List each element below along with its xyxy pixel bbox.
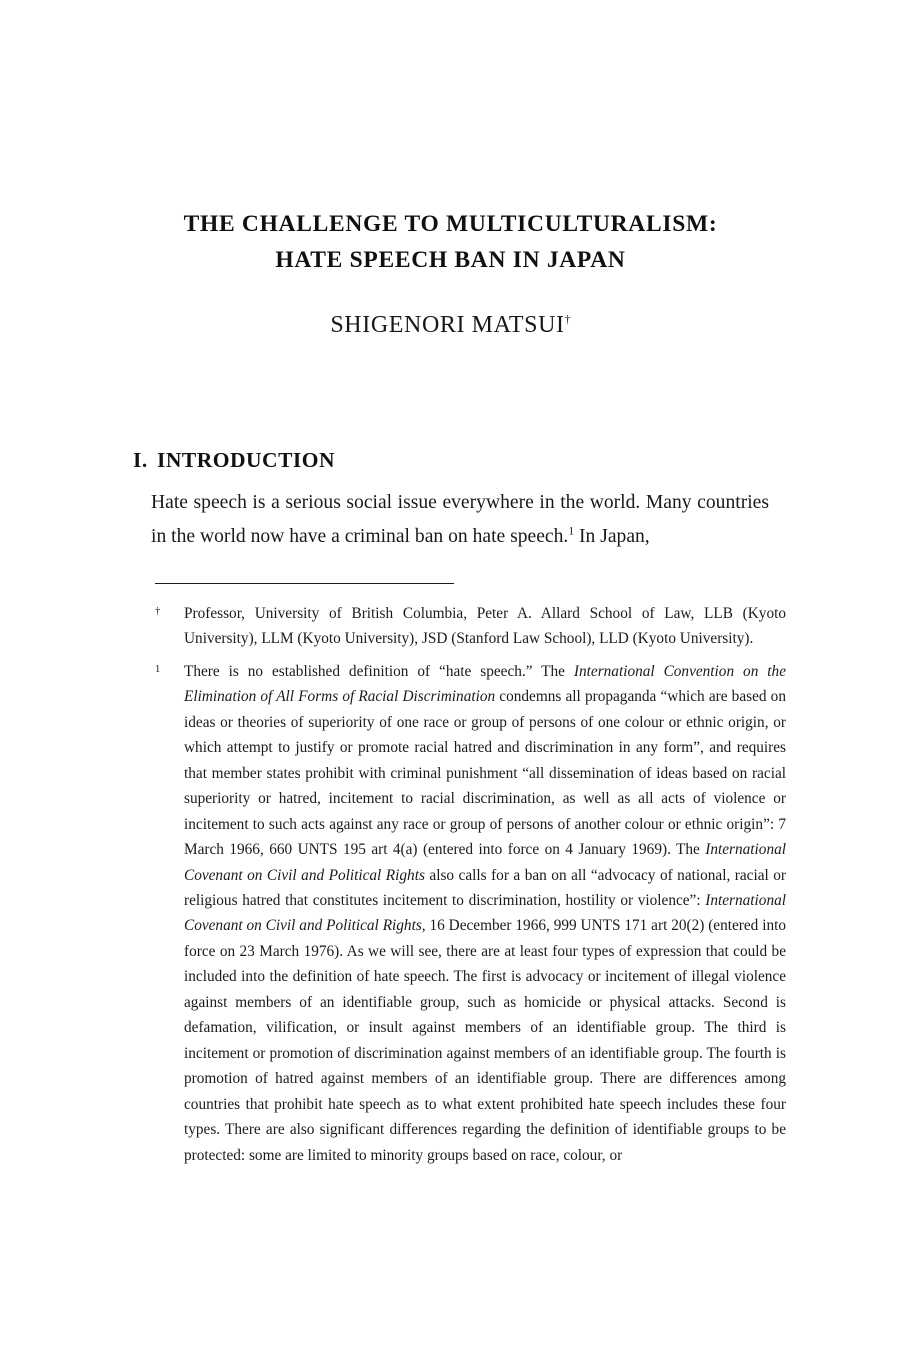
section-heading — [133, 447, 335, 473]
footnote-list — [155, 601, 786, 1168]
title-block — [132, 206, 769, 340]
cited-work-title: International Convention on the Elimination of All Forms of Racial Discrimination — [184, 662, 786, 706]
body-paragraph — [151, 486, 769, 553]
author-byline — [132, 278, 769, 340]
footnote-run: , 16 December 1966, 999 UNTS 171 art 20(2) (entered into force on 23 March 1976). As we will see, there are at least four types of expression that could be included into the definition of hate speech. The first is advocacy or incitement of illegal violence against members of an identifiable group, such as homicide or physical attacks. Second is defamation, vilification, or insult against members of an identifiable group. The third is incitement or promotion of discrimination against members of an identifiable group. The fourth is promotion of hatred against members of an identifiable group. There are differences among countries that prohibit hate speech as to what extent prohibited hate speech includes these four types. There are also significant differences regarding the definition of identifiable groups to be protected: some are limited to minority groups based on race, colour, or — [184, 917, 786, 1164]
footnote-1 — [155, 659, 786, 1168]
footnote-separator-rule — [155, 583, 454, 584]
footnote-run: condemns all propaganda “which are based on ideas or theories of superiority of one race or group of persons of one colour or ethnic origin, or which attempt to justify or promote racial hatred and discrimination in any form”, and requires that member states prohibit with criminal punishment “all dissemination of ideas based on racial superiority or hatred, incitement to racial discrimination, as well as all acts of violence or incitement to such acts against any race or group of persons of another colour or ethnic origin”: 7 March 1966, 660 UNTS 195 art 4(a) (entered into force on 4 January 1969). The — [184, 688, 786, 859]
footnote-reference-1[interactable]: 1 — [568, 524, 575, 537]
footnote-run: There is no established definition of “hate speech.” The — [184, 662, 574, 680]
page-title — [132, 206, 769, 278]
footnote-text — [184, 663, 786, 1164]
section-numeral: I. — [133, 448, 148, 472]
body-paragraph-text: Hate speech is a serious social issue everywhere in the world. Many countries in the world now have a criminal ban on hate speech. — [151, 492, 769, 547]
author-footnote-marker: † — [564, 312, 571, 326]
cited-work-title: International Covenant on Civil and Political Rights — [184, 891, 786, 935]
footnote-marker: † — [155, 606, 161, 617]
footnote-dagger — [155, 601, 786, 652]
footnote-text: Professor, University of British Columbia, Peter A. Allard School of Law, LLB (Kyoto University), LLM (Kyoto University), JSD (Stanford Law School), LLD (Kyoto University). — [184, 605, 786, 648]
author-name: SHIGENORI MATSUI — [330, 312, 565, 338]
section-heading-label: INTRODUCTION — [157, 448, 336, 472]
footnote-run: also calls for a ban on all “advocacy of national, racial or religious hatred that constitutes incitement to discrimination, hostility or violence”: — [184, 866, 786, 909]
body-text — [151, 486, 769, 553]
footnote-marker: 1 — [155, 663, 161, 675]
cited-work-title: International Covenant on Civil and Political Rights — [184, 841, 786, 884]
body-paragraph-tail: In Japan, — [574, 525, 650, 547]
title-line-2: HATE SPEECH BAN IN JAPAN — [275, 247, 626, 273]
title-line-1: THE CHALLENGE TO MULTICULTURALISM: — [183, 211, 718, 237]
